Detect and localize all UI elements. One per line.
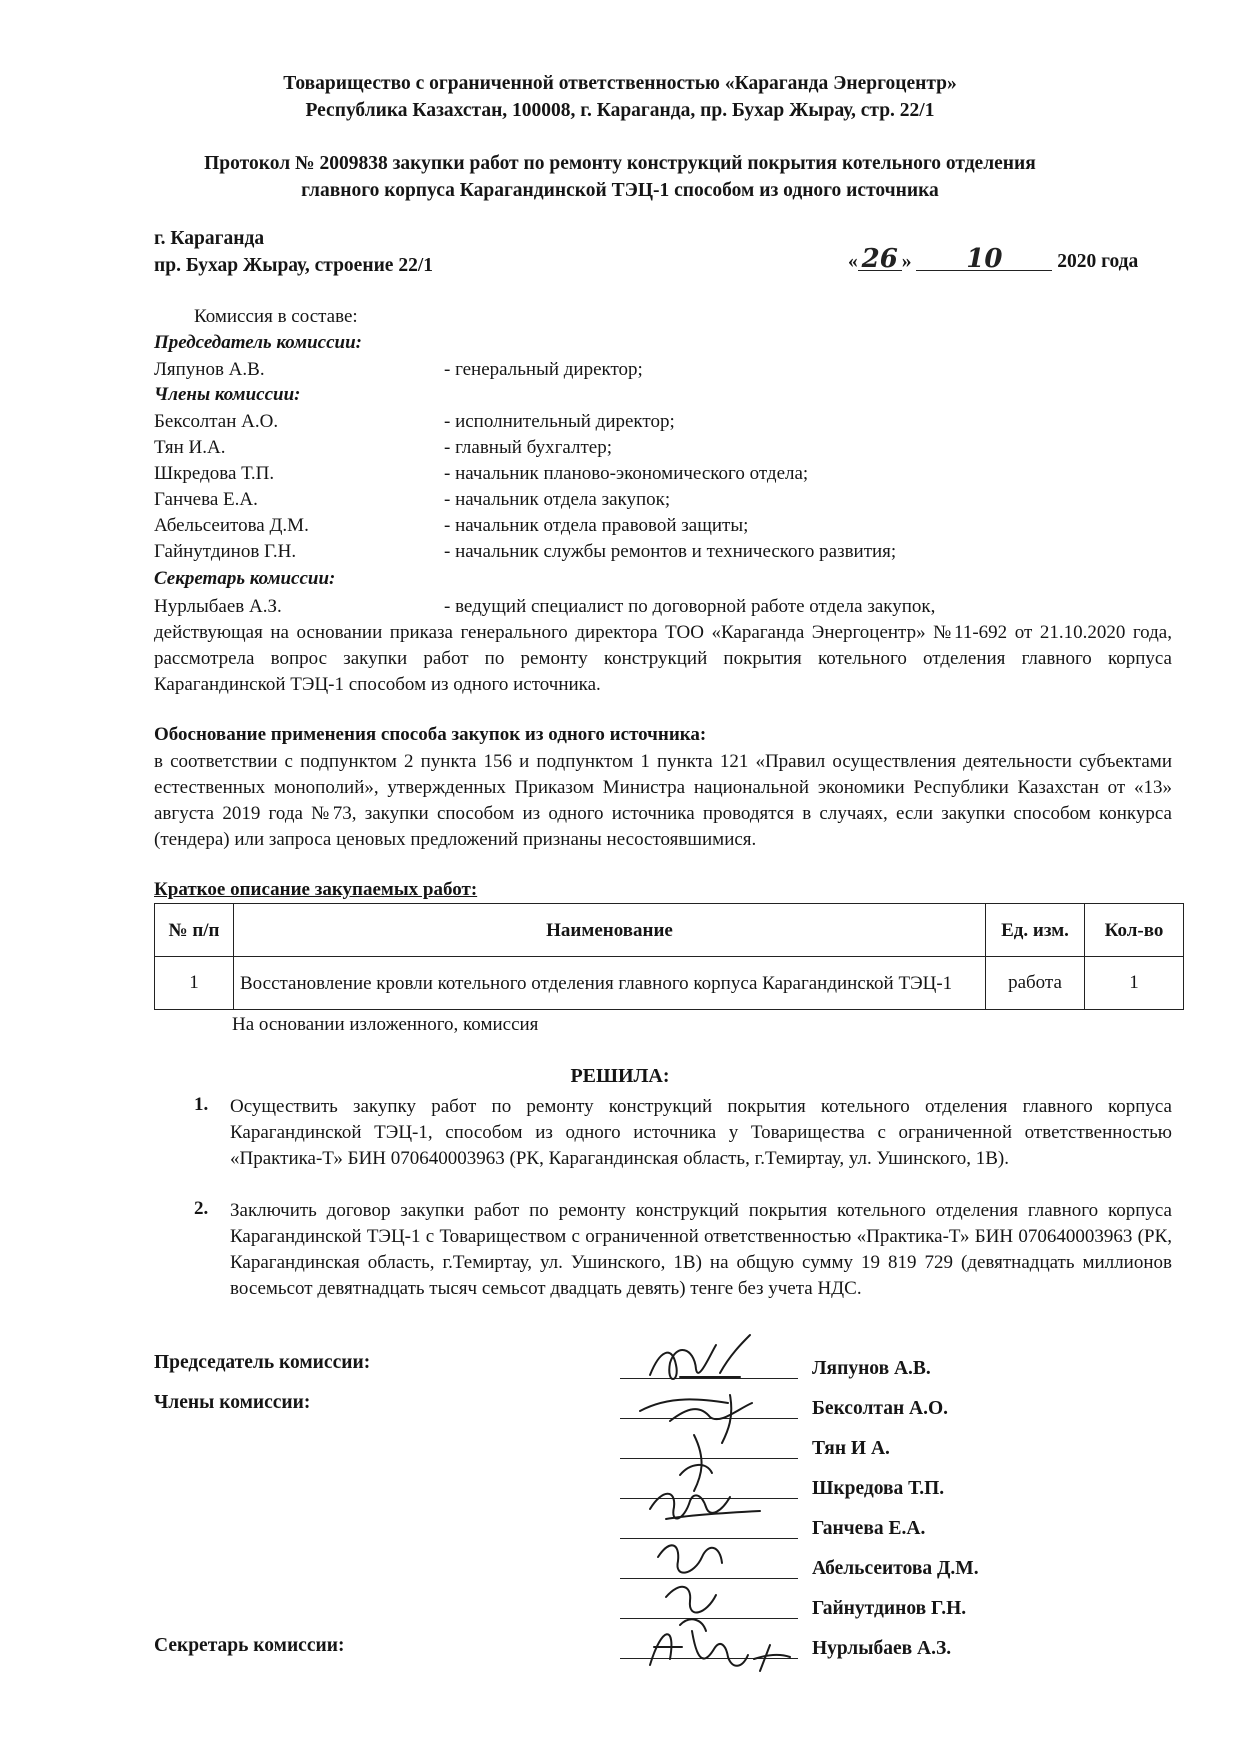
member-row [154,487,1154,513]
signature-secretary [650,1631,790,1671]
signature-member-2 [680,1435,712,1491]
member-name: Тян И.А. [154,437,226,458]
signatory-name: Тян И А. [812,1438,890,1459]
member-name: Шкредова Т.П. [154,463,275,484]
col-qty: Кол-во [1085,904,1184,957]
signatory-name: Бексолтан А.О. [812,1398,949,1419]
signature-chair [650,1335,750,1379]
decision-item-num: 1. [194,1094,209,1115]
handwritten-signatures [610,1325,810,1685]
org-name: Товарищество с ограниченной ответственностью «Караганда Энергоцентр» [283,73,957,94]
col-name: Наименование [234,904,986,957]
chair-heading: Председатель комиссии: [154,332,362,353]
signature-member-3 [650,1494,760,1519]
member-row [154,461,1154,487]
member-name: Ганчева Е.А. [154,489,258,510]
protocol-title-line1: Протокол № 2009838 закупки работ по ремонту конструкций покрытия котельного отделения [204,153,1036,174]
table-header-row [155,904,1184,957]
org-address: Республика Казахстан, 100008, г. Караганда, пр. Бухар Жырау, стр. 22/1 [305,100,935,121]
member-role: - исполнительный директор; [444,411,675,432]
chair-role: - генеральный директор; [444,359,643,380]
secretary-heading: Секретарь комиссии: [154,568,336,589]
signatory-name: Ляпунов А.В. [812,1358,931,1379]
member-row [154,513,1154,539]
sig-members-label: Члены комиссии: [154,1392,311,1413]
works-table [154,903,1184,1010]
signature-member-1 [640,1395,752,1443]
date-year: 2020 года [1057,251,1139,272]
cell-qty: 1 [1085,957,1184,1010]
member-role: - начальник планово-экономического отдела; [444,463,809,484]
secretary-row [154,594,1154,620]
member-role: - главный бухгалтер; [444,437,612,458]
member-row [154,435,1154,461]
member-role: - начальник отдела закупок; [444,489,671,510]
sig-secretary-label: Секретарь комиссии: [154,1635,345,1656]
secretary-role: - ведущий специалист по договорной работе отдела закупок, [444,596,936,617]
signature-member-6 [680,1619,706,1631]
signatory-name: Шкредова Т.П. [812,1478,945,1499]
chair-row [154,357,1154,383]
justification-text: в соответствии с подпунктом 2 пункта 156 и подпунктом 1 пункта 121 «Правил осуществления деятельности субъектами естественных монополий», утвержденных Приказом Министра национальной экономики Республики Казахстан от «13» августа 2019 года №73, закупки способом из одного источника проводятся в случаях, если закупки способом конкурса (тендера) или запроса ценовых предложений признаны несостоявшимися. [154,751,1172,850]
date-month: 10 [916,248,1052,271]
member-row [154,539,1154,565]
secretary-name: Нурлыбаев А.З. [154,596,282,617]
members-heading: Члены комиссии: [154,384,301,405]
justification-heading: Обоснование применения способа закупок из одного источника: [154,724,707,745]
col-num: № п/п [155,904,234,957]
member-row [154,409,1154,435]
date-open-quote: « [848,251,858,272]
signatory-name: Нурлыбаев А.З. [812,1638,952,1659]
city: г. Караганда [154,228,265,249]
conclusion-intro: На основании изложенного, комиссия [232,1014,539,1035]
signatory-name: Гайнутдинов Г.Н. [812,1598,967,1619]
member-name: Гайнутдинов Г.Н. [154,541,297,562]
cell-unit: работа [986,957,1085,1010]
document-date [848,244,1139,274]
sig-chair-label: Председатель комиссии: [154,1352,371,1373]
member-name: Бексолтан А.О. [154,411,279,432]
decision-heading: РЕШИЛА: [570,1065,670,1087]
street: пр. Бухар Жырау, строение 22/1 [154,255,433,276]
decision-item-text: Заключить договор закупки работ по ремонту конструкций покрытия котельного отделения главного корпуса Карагандинской ТЭЦ-1 с Товариществом с ограниченной ответственностью «Практика-Т» БИН 070640003963 (РК, Карагандинская область, г.Темиртау, ул. Ушинского, 1В) на общую сумму 19 819 729 (девятнадцать миллионов восемьсот девятнадцать тысяч семьсот двадцать девять) тенге без учета НДС. [230,1200,1172,1299]
decision-item-num: 2. [194,1198,209,1219]
works-heading: Краткое описание закупаемых работ: [154,879,478,900]
member-role: - начальник отдела правовой защиты; [444,515,749,536]
member-name: Абельсеитова Д.М. [154,515,309,536]
signature-member-5 [666,1587,716,1613]
signatory-name: Ганчева Е.А. [812,1518,926,1539]
signature-member-4 [658,1545,722,1572]
cell-num: 1 [155,957,234,1010]
signatory-name: Абельсеитова Д.М. [812,1558,979,1579]
commission-intro: Комиссия в составе: [194,306,358,327]
date-day: 26 [858,248,902,271]
col-unit: Ед. изм. [986,904,1085,957]
cell-name: Восстановление кровли котельного отделения главного корпуса Карагандинской ТЭЦ-1 [234,957,986,1010]
chair-name: Ляпунов А.В. [154,359,265,380]
decision-item-text: Осуществить закупку работ по ремонту конструкций покрытия котельного отделения главного корпуса Карагандинской ТЭЦ-1, способом из одного источника у Товарищества с ограниченной ответственностью «Практика-Т» БИН 070640003963 (РК, Карагандинская область, г.Темиртау, ул. Ушинского, 1В). [230,1096,1172,1169]
commission-basis: действующая на основании приказа генерального директора ТОО «Караганда Энергоцентр» №11-692 от 21.10.2020 года, рассмотрела вопрос закупки работ по ремонту конструкций покрытия котельного отделения главного корпуса Карагандинской ТЭЦ-1 способом из одного источника. [154,622,1172,695]
member-role: - начальник службы ремонтов и технического развития; [444,541,897,562]
date-close-quote: » [901,251,912,272]
table-row [155,957,1184,1010]
protocol-title-line2: главного корпуса Карагандинской ТЭЦ-1 способом из одного источника [301,180,939,201]
